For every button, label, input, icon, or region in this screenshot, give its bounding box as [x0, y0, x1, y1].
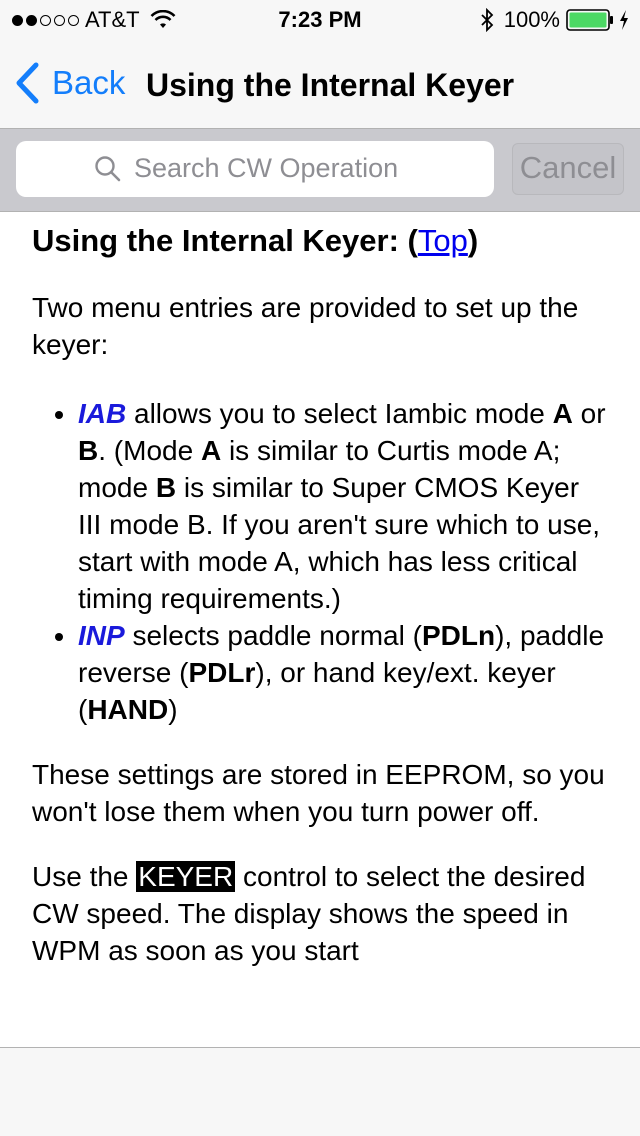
keyer-paragraph	[32, 858, 608, 969]
status-time: 7:23 PM	[278, 7, 362, 32]
list-item	[78, 395, 608, 617]
item-text: selects paddle normal (	[124, 620, 422, 651]
intro-paragraph: Two menu entries are provided to set up the keyer:	[32, 292, 579, 360]
option-pdlr: PDLr	[188, 657, 256, 688]
paragraph-text: control to select the desired CW speed. The display shows the speed in WPM as soon as you start	[32, 861, 586, 966]
item-text: allows you to select Iambic mode	[126, 398, 553, 429]
battery-percent: 100%	[503, 7, 560, 32]
item-text: ), or hand key/ext. keyer (	[78, 657, 556, 725]
list-item	[78, 617, 608, 728]
heading-text: Using the Internal Keyer: (	[32, 223, 418, 258]
section-heading	[32, 221, 608, 261]
menu-entry-list	[32, 395, 608, 728]
carrier-name: AT&T	[85, 7, 140, 32]
bluetooth-icon	[480, 8, 494, 32]
status-bar	[0, 0, 640, 40]
keyword-inp: INP	[78, 620, 125, 651]
item-text: is similar to Super CMOS Keyer III mode B. If you aren't sure which to use, start with mode A, which has less critical timing requirements.)	[78, 472, 601, 614]
mode-a: A	[200, 435, 222, 466]
item-text: or	[572, 398, 606, 429]
paragraph-text: Use the	[32, 861, 137, 892]
back-button[interactable]	[14, 62, 125, 104]
search-bar	[0, 128, 640, 212]
option-hand: HAND	[87, 694, 169, 725]
item-text: ), paddle reverse (	[78, 620, 605, 688]
cancel-button[interactable]: Cancel	[512, 143, 624, 195]
eeprom-paragraph: These settings are stored in EEPROM, so you won't lose them when you turn power off.	[32, 759, 605, 827]
status-right	[480, 7, 630, 33]
page-title: Using the Internal Keyer	[146, 67, 515, 103]
top-link[interactable]: Top	[417, 223, 468, 258]
back-label: Back	[52, 64, 126, 101]
mode-b: B	[78, 435, 99, 466]
item-text: is similar to Curtis mode A; mode	[78, 435, 561, 503]
mode-a: A	[552, 398, 573, 429]
item-text: . (Mode	[98, 435, 201, 466]
battery-icon	[566, 9, 614, 31]
chevron-left-icon	[14, 62, 40, 104]
article-content[interactable]	[0, 213, 640, 1047]
mode-b: B	[155, 472, 177, 503]
search-input[interactable]	[16, 141, 494, 197]
search-icon	[94, 155, 122, 183]
keyer-highlight: KEYER	[138, 861, 234, 892]
charging-icon	[618, 9, 630, 31]
item-text: )	[168, 694, 178, 725]
search-placeholder: Search CW Operation	[134, 153, 399, 183]
option-pdln: PDLn	[421, 620, 496, 651]
bottom-toolbar	[0, 1047, 640, 1136]
heading-end: )	[467, 223, 479, 258]
keyword-iab: IAB	[78, 398, 127, 429]
navigation-bar	[0, 40, 640, 128]
